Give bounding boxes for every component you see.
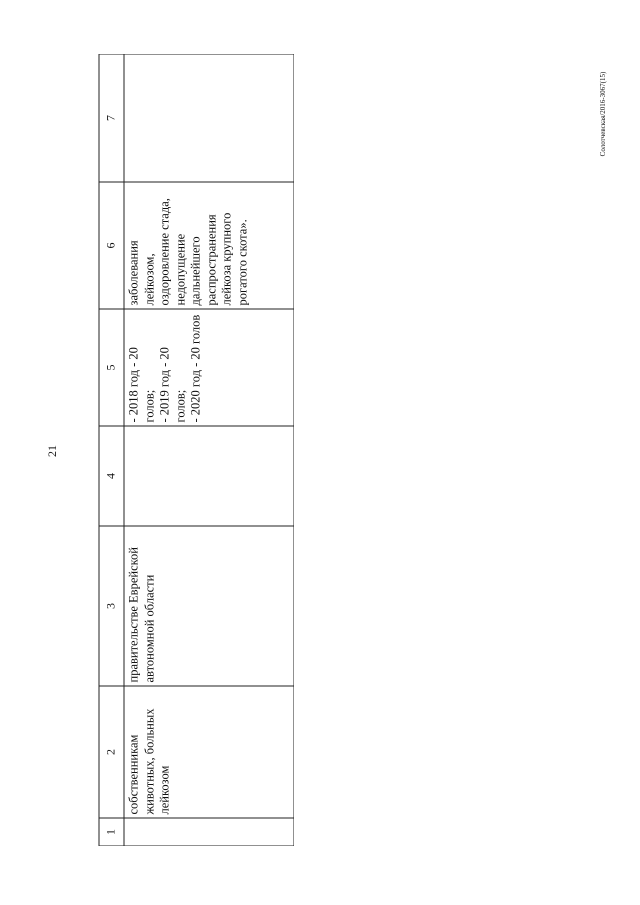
column-header-5: 5	[99, 309, 124, 426]
cell-recipients: собственникам животных, больных лейкозом	[124, 686, 294, 818]
column-header-3: 3	[99, 526, 124, 686]
column-header-2: 2	[99, 686, 124, 818]
cell-4	[124, 426, 294, 526]
column-header-6: 6	[99, 182, 124, 309]
header-row	[99, 54, 124, 846]
cell-result: заболевания лейкозом, оздоровление стада, недопущение дальнейшего распространения лейкоза крупного рогатого скота».	[124, 182, 294, 309]
table-row	[124, 54, 294, 846]
table-container	[98, 54, 294, 846]
cell-7	[124, 54, 294, 182]
page-number: 21	[45, 445, 59, 457]
cell-executor: правительстве Еврейской автономной области	[124, 526, 294, 686]
document-stamp: Солотчевская/2016-3067(15)	[599, 71, 607, 157]
column-header-4: 4	[99, 426, 124, 526]
column-header-1: 1	[99, 818, 124, 846]
column-header-7: 7	[99, 54, 124, 182]
cell-schedule: - 2018 год - 20 голов; - 2019 год - 20 голов; - 2020 год - 20 голов	[124, 309, 294, 426]
program-table	[99, 54, 295, 846]
cell-1	[124, 818, 294, 846]
